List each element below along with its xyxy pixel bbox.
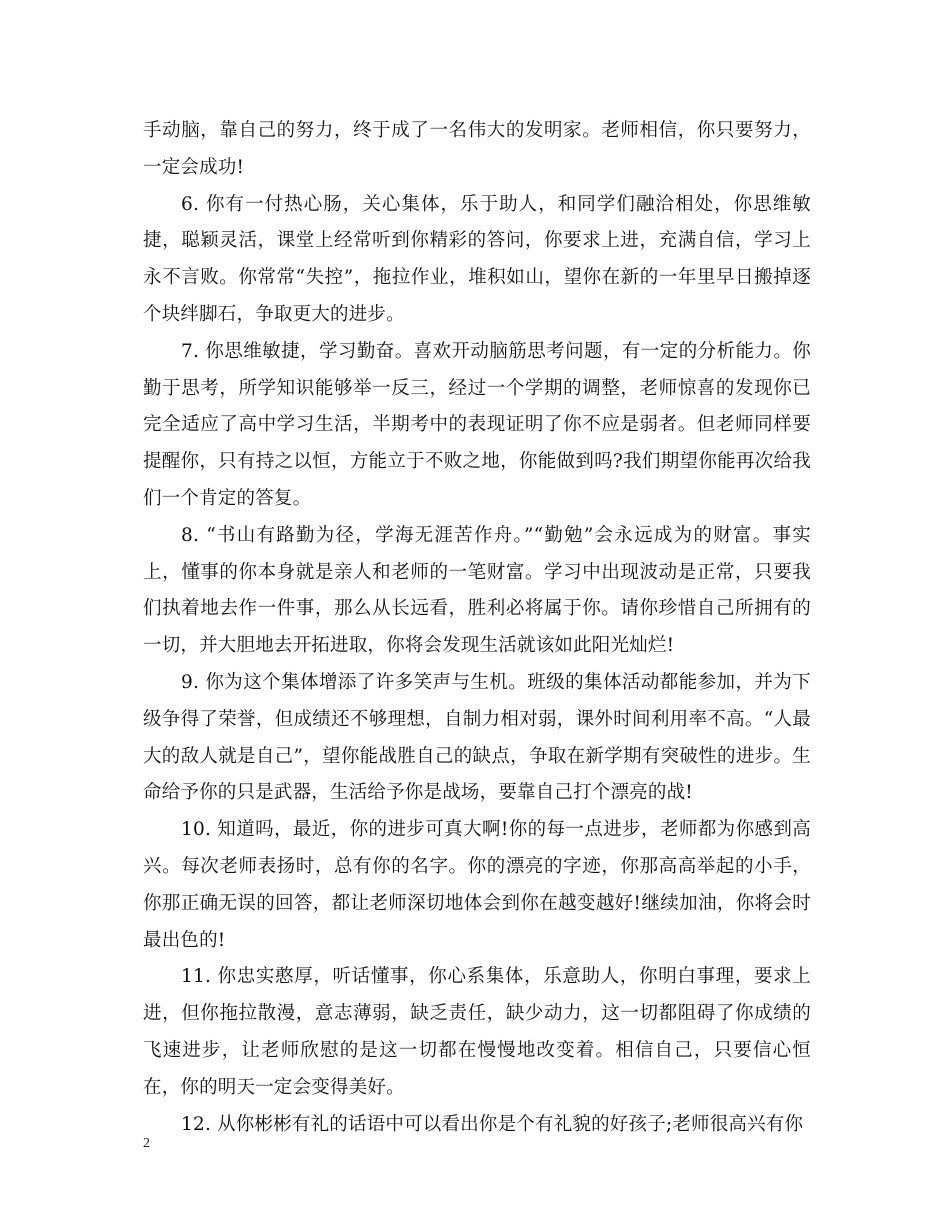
paragraph-comment-10: 10. 知道吗，最近，你的进步可真大啊!你的每一点进步，老师都为你感到高兴。每次老师表扬时，总有你的名字。你的漂亮的字迹，你那高高举起的小手，你那正确无误的回答，都让老师深切地体会到你在越变越好!继续加油，你将会时最出色的! [143,819,811,951]
paragraph-comment-11: 11. 你忠实憨厚，听话懂事，你心系集体，乐意助人，你明白事理，要求上进，但你拖拉散漫，意志薄弱，缺乏责任，缺少动力，这一切都阻碍了你成绩的飞速进步，让老师欣慰的是这一切都在慢慢地改变着。相信自己，只要信心恒在，你的明天一定会变得美好。 [143,966,811,1098]
paragraph-comment-6: 6. 你有一付热心肠，关心集体，乐于助人，和同学们融洽相处，你思维敏捷，聪颖灵活，课堂上经常听到你精彩的答问，你要求上进，充满自信，学习上永不言败。你常常“失控”，拖拉作业，堆积如山，望你在新的一年里早日搬掉逐个块绊脚石，争取更大的进步。 [143,193,811,325]
paragraph-comment-9: 9. 你为这个集体增添了许多笑声与生机。班级的集体活动都能参加，并为下级争得了荣誉，但成绩还不够理想，自制力相对弱，课外时间利用率不高。“人最大的敌人就是自己”，望你能战胜自己的缺点，争取在新学期有突破性的进步。生命给予你的只是武器，生活给予你是战场，要靠自己打个漂亮的战! [143,671,811,804]
paragraph-continuation: 手动脑，靠自己的努力，终于成了一名伟大的发明家。老师相信，你只要努力，一定会成功! [143,120,811,178]
document-body [143,113,811,1143]
page-number: 2 [143,1136,150,1151]
paragraph-comment-12: 12. 从你彬彬有礼的话语中可以看出你是个有礼貌的好孩子;老师很高兴有你 [181,1113,804,1135]
paragraph-comment-7: 7. 你思维敏捷，学习勤奋。喜欢开动脑筋思考问题，有一定的分析能力。你勤于思考，所学知识能够举一反三，经过一个学期的调整，老师惊喜的发现你已完全适应了高中学习生活，半期考中的表现证明了你不应是弱者。但老师同样要提醒你，只有持之以恒，方能立于不败之地，你能做到吗?我们期望你能再次给我们一个肯定的答复。 [143,340,811,509]
paragraph-comment-8: 8. “书山有路勤为径，学海无涯苦作舟。”“勤勉”会永远成为的财富。事实上，懂事的你本身就是亲人和老师的一笔财富。学习中出现波动是正常，只要我们执着地去作一件事，那么从长远看，胜利必将属于你。请你珍惜自己所拥有的一切，并大胆地去开拓进取，你将会发现生活就该如此阳光灿烂! [143,524,811,657]
